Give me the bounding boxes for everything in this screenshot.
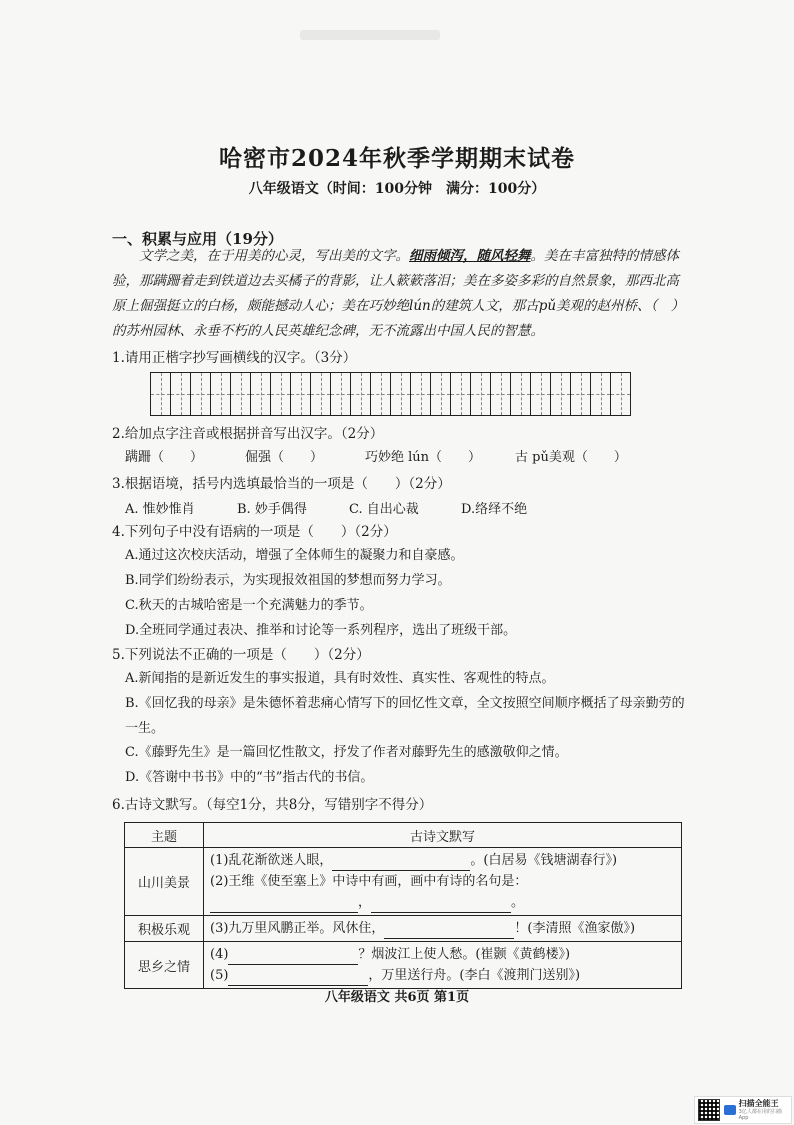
line-prefix: (5) [210,968,229,983]
grid-cell[interactable] [251,372,271,416]
passage-underlined: 细雨倾泻，随风轻舞 [409,248,531,264]
grid-cell[interactable] [611,372,631,416]
column-header-content: 古诗文默写 [204,823,682,848]
poem-cell: (1)乱花渐欲迷人眼， 。(白居易《钱塘湖春行》) (2)王维《使至塞上》中诗中有画，画中有诗的名句是： ， 。 [204,848,682,916]
answer-blank[interactable] [384,924,514,939]
answer-blank[interactable] [332,856,470,871]
grid-cell[interactable] [451,372,471,416]
pinyin-item[interactable]: 古 pǔ美观（ ） [515,450,627,465]
line-suffix: 。(白居易《钱塘湖春行》) [470,853,618,868]
option-a[interactable]: A.新闻指的是新近发生的事实报道，具有时效性、真实性、客观性的特点。 [125,671,555,686]
pinyin-items [125,448,685,468]
grid-cell[interactable] [211,372,231,416]
question-5: 5.下列说法不正确的一项是（ ）（2分） [112,647,370,663]
line-prefix: (2)王维《使至塞上》中诗中有画，画中有诗的名句是： [210,874,528,889]
grid-cell[interactable] [531,372,551,416]
scanner-watermark [694,1096,792,1124]
line-suffix: ？烟波江上使人愁。(崔颢《黄鹤楼》) [358,947,571,962]
line-suffix: ，万里送行舟。(李白《渡荆门送别》) [368,968,581,983]
section-heading: 一、积累与应用（19分） [112,230,283,248]
grid-cell[interactable] [411,372,431,416]
cs-logo-icon [724,1105,736,1115]
watermark-sub: 3亿人都在用的扫描App [738,1109,782,1121]
grid-cell[interactable] [351,372,371,416]
passage-part-2: 。美在丰富独特的情感体验，那蹒跚着走到铁道边去买橘子的背影，让人簌簌落泪；美在多姿多彩的自然景象，那西北高原上倔强挺立的白杨，颇能撼动人心；美在巧妙绝lún的建筑人文，那古pǔ美观的赵州桥、（ ）的苏州园林、永垂不朽的人民英雄纪念碑，无不流露出中国人民的智慧。 [112,248,679,339]
question-6: 6.古诗文默写。（每空1分，共8分，写错别字不得分） [112,797,433,813]
grid-cell[interactable] [591,372,611,416]
qr-code-icon [698,1099,720,1121]
answer-blank[interactable] [228,971,368,986]
question-4: 4.下列句子中没有语病的一项是（ ）（2分） [112,524,397,540]
grid-cell[interactable] [271,372,291,416]
grid-cell[interactable] [231,372,251,416]
grid-cell[interactable] [471,372,491,416]
option-a[interactable]: A.通过这次校庆活动，增强了全体师生的凝聚力和自豪感。 [125,548,464,563]
grid-cell[interactable] [171,372,191,416]
page-footer: 八年级语文 共6页 第1页 [324,990,470,1005]
option-d[interactable]: D.《答谢中书书》中的“书”指古代的书信。 [125,770,374,785]
option-b[interactable]: B.《回忆我的母亲》是朱德怀着悲痛心情写下的回忆性文章，全文按照空间顺序概括了母亲勤劳的一生。 [125,696,685,736]
option-b[interactable]: B. 妙手偶得 [237,502,307,517]
theme-cell: 积极乐观 [125,916,204,942]
option-a[interactable]: A. 惟妙惟肖 [125,502,195,517]
question-2: 2.给加点字注音或根据拼音写出汉字。（2分） [112,426,384,442]
grid-cell[interactable] [391,372,411,416]
answer-blank[interactable] [228,950,358,965]
page-subtitle: 八年级语文（时间：100分钟 满分：100分） [248,181,546,197]
grid-cell[interactable] [371,372,391,416]
scan-smudge [300,30,440,40]
line-suffix: ！(李清照《渔家傲》) [514,921,636,936]
grid-cell[interactable] [151,372,171,416]
poem-table [124,822,682,989]
option-d[interactable]: D.全班同学通过表决、推举和讨论等一系列程序，选出了班级干部。 [125,623,517,638]
question-3-options [125,498,573,517]
writing-grid[interactable] [150,372,631,416]
answer-blank[interactable] [371,898,511,913]
option-b[interactable]: B.同学们纷纷表示，为实现报效祖国的梦想而努力学习。 [125,573,451,588]
option-c[interactable]: C. 自出心裁 [349,502,419,517]
grid-cell[interactable] [311,372,331,416]
theme-cell: 思乡之情 [125,942,204,989]
column-header-theme: 主题 [125,823,204,848]
pinyin-item[interactable]: 巧妙绝 lún（ ） [365,450,482,465]
page-title: 哈密市2024年秋季学期期末试卷 [218,145,575,172]
question-3: 3.根据语境，括号内选填最恰当的一项是（ ）（2分） [112,476,451,492]
watermark-label: 扫描全能王 [738,1099,779,1108]
grid-cell[interactable] [571,372,591,416]
grid-cell[interactable] [511,372,531,416]
grid-cell[interactable] [331,372,351,416]
grid-cell[interactable] [491,372,511,416]
grid-cell[interactable] [551,372,571,416]
pinyin-item[interactable]: 蹒跚（ ） [125,450,204,465]
grid-cell[interactable] [191,372,211,416]
passage-part-1: 文学之美，在于用美的心灵，写出美的文字。 [139,248,409,264]
line-prefix: (1)乱花渐欲迷人眼， [210,853,333,868]
grid-cell[interactable] [431,372,451,416]
pinyin-item[interactable]: 倔强（ ） [245,450,324,465]
poem-cell [204,942,682,989]
question-1: 1.请用正楷字抄写画横线的汉字。（3分） [112,350,357,366]
grid-cell[interactable] [291,372,311,416]
poem-cell [204,916,682,942]
option-d[interactable]: D.络绎不绝 [461,502,528,517]
line-prefix: (4) [210,947,229,962]
answer-blank[interactable] [210,898,358,913]
line-prefix: (3)九万里风鹏正举。风休住， [210,921,385,936]
reading-passage [112,244,682,344]
option-c[interactable]: C.《藤野先生》是一篇回忆性散文，抒发了作者对藤野先生的感激敬仰之情。 [125,745,568,760]
option-c[interactable]: C.秋天的古城哈密是一个充满魅力的季节。 [125,598,373,613]
theme-cell: 山川美景 [125,848,204,916]
